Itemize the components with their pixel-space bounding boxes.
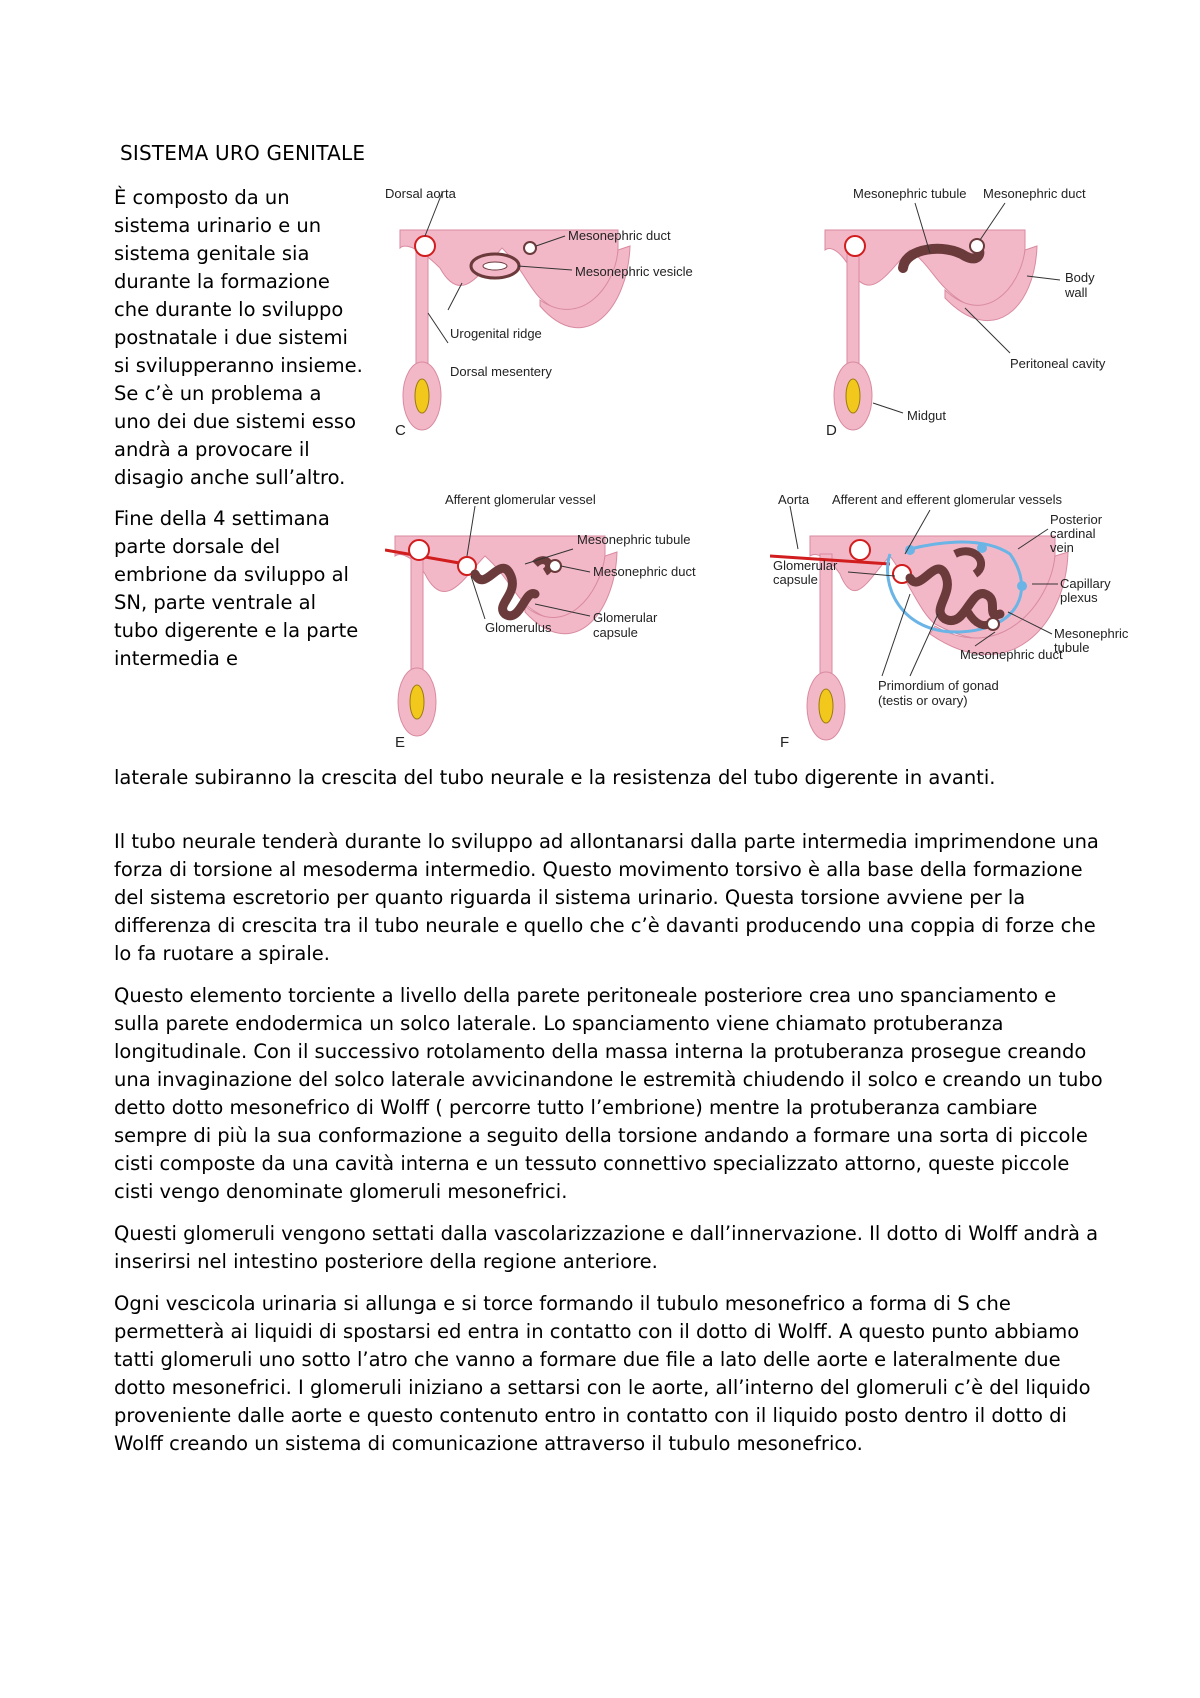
label-mesonephric-duct: Mesonephric duct xyxy=(593,564,696,579)
label-capsule: capsule xyxy=(773,572,818,587)
label-aorta: Aorta xyxy=(778,494,810,507)
label-posterior: Posterior xyxy=(1050,512,1103,527)
page-title: SISTEMA URO GENITALE xyxy=(120,141,366,165)
aorta-vessel xyxy=(409,540,429,560)
label-capsule: capsule xyxy=(593,625,638,640)
label-mesonephric-vesicle: Mesonephric vesicle xyxy=(575,264,693,279)
label-mesonephric-tubule: Mesonephric tubule xyxy=(577,532,691,547)
figure-letter: F xyxy=(780,734,790,751)
paragraph: Fine della 4 settimana parte dorsale del embrione da sviluppo al SN, parte ventrale al tubo digerente e la parte intermedia e xyxy=(114,507,359,670)
aorta-vessel xyxy=(850,540,870,560)
mesonephric-duct-circle xyxy=(987,618,999,630)
figure-f-drawing xyxy=(770,494,1180,764)
label-glomerular: Glomerular xyxy=(773,558,838,573)
label-tubule: tubule xyxy=(1054,640,1090,655)
figure-c-drawing xyxy=(380,188,780,448)
intro-text xyxy=(114,184,364,686)
paragraph: Ogni vescicola urinaria si allunga e si torce formando il tubulo mesonefrico a forma di S che permetterà ai liquidi di spostarsi ed entra in contatto con il dotto di Wolff. A questo punto abbiamo tatti glomeruli uno sotto l’atro che vanno a formare due file a lato delle aorte e lateralmente due dotto mesonefrici. I glomeruli iniziano a settarsi con le aorte, all’interno del glomeruli c’è del liquido proveniente dalle aorte e questo contenuto entro in contatto con il liquido posto dentro il dotto di Wolff creando un sistema di comunicazione attraverso il tubulo mesonefrico. xyxy=(114,1292,1091,1455)
label-urogenital-ridge: Urogenital ridge xyxy=(450,326,542,341)
figure-d xyxy=(815,188,1145,448)
mesonephric-duct-circle xyxy=(549,560,561,572)
label-testis-or-ovary: (testis or ovary) xyxy=(878,693,968,708)
label-glomerular-vessels: Afferent and efferent glomerular vessels xyxy=(832,494,1063,507)
gut-lumen xyxy=(415,379,429,413)
mesonephric-duct-circle xyxy=(524,242,536,254)
mesentery xyxy=(416,248,428,368)
label-plexus: plexus xyxy=(1060,590,1098,605)
mesentery xyxy=(847,248,859,368)
label-cardinal: cardinal xyxy=(1050,526,1096,541)
label-dorsal-mesentery: Dorsal mesentery xyxy=(450,364,552,379)
figure-e xyxy=(385,494,785,754)
paragraph: Il tubo neurale tenderà durante lo sviluppo ad allontanarsi dalla parte intermedia imprimendone una forza di torsione al mesoderma intermedio. Questo movimento torsivo è alla base della formazione del sistema escretorio per quanto riguarda il sistema urinario. Questa torsione avviene per la differenza di crescita tra il tubo neurale e quello che c’è davanti producendo una coppia di forze che lo fa ruotare a spirale. xyxy=(114,830,1099,965)
figure-d-drawing xyxy=(815,188,1145,448)
figure-letter: E xyxy=(395,734,406,751)
label-midgut: Midgut xyxy=(907,408,947,423)
dorsal-aorta-vessel xyxy=(415,236,435,256)
label-peritoneal-cavity: Peritoneal cavity xyxy=(1010,356,1106,371)
paragraph: È composto da un sistema urinario e un sistema genitale sia durante la formazione che durante lo sviluppo postnatale i due sistemi si svilupperanno insieme. Se c’è un problema a uno dei due sistemi esso andrà a provocare il disagio anche sull’altro. xyxy=(114,186,363,489)
label-capillary: Capillary xyxy=(1060,576,1111,591)
label-afferent-vessel: Afferent glomerular vessel xyxy=(445,494,596,507)
figure-letter: C xyxy=(395,422,406,439)
aorta-vessel xyxy=(845,236,865,256)
label-mesonephric-duct: Mesonephric duct xyxy=(983,188,1086,201)
figure-letter: D xyxy=(826,422,837,439)
label-dorsal-aorta: Dorsal aorta xyxy=(385,188,456,201)
paragraph: Questi glomeruli vengono settati dalla vascolarizzazione e dall’innervazione. Il dotto di Wolff andrà a inserirsi nel intestino posteriore della regione anteriore. xyxy=(114,1222,1099,1273)
figure-f xyxy=(770,494,1180,764)
label-primordium-of-gonad: Primordium of gonad xyxy=(878,678,999,693)
paragraph: Questo elemento torciente a livello della parete peritoneale posteriore crea uno spanciamento e sulla parete endodermica un solco laterale. Lo spanciamento viene chiamato protuberanza longitudinale. Con il successivo rotolamento della massa interna la protuberanza prosegue creando una invaginazione del solco laterale avvicinandone le estremità chiudendo il solco e creando un tubo detto dotto mesonefrico di Wolff ( percorre tutto l’embrione) mentre la protuberanza cambiare sempre di più la sua conformazione a seguito della torsione andando a formare una sorta di piccole cisti composte da una cavità interna e un tessuto connettivo specializzato attorno, queste piccole cisti vengo denominate glomeruli mesonefrici. xyxy=(114,984,1103,1203)
label-wall: wall xyxy=(1065,285,1088,300)
mesonephric-duct-circle xyxy=(970,239,984,253)
label-mesonephric-duct: Mesonephric duct xyxy=(568,228,671,243)
mesentery xyxy=(411,554,423,674)
label-body: Body xyxy=(1065,270,1095,285)
body-text xyxy=(114,828,1104,1472)
label-glomerular: Glomerular xyxy=(593,610,658,625)
label-mesonephric-tubule: Mesonephric tubule xyxy=(853,188,967,201)
figure-e-drawing xyxy=(385,494,785,754)
figure-c xyxy=(380,188,780,448)
label-mesonephric-duct: Mesonephric duct xyxy=(960,647,1063,662)
label-vein: vein xyxy=(1050,540,1074,555)
paragraph-continuation: laterale subiranno la crescita del tubo neurale e la resistenza del tubo digerente in avanti. xyxy=(114,766,996,789)
label-glomerulus: Glomerulus xyxy=(485,620,552,635)
label-mesonephric: Mesonephric xyxy=(1054,626,1129,641)
